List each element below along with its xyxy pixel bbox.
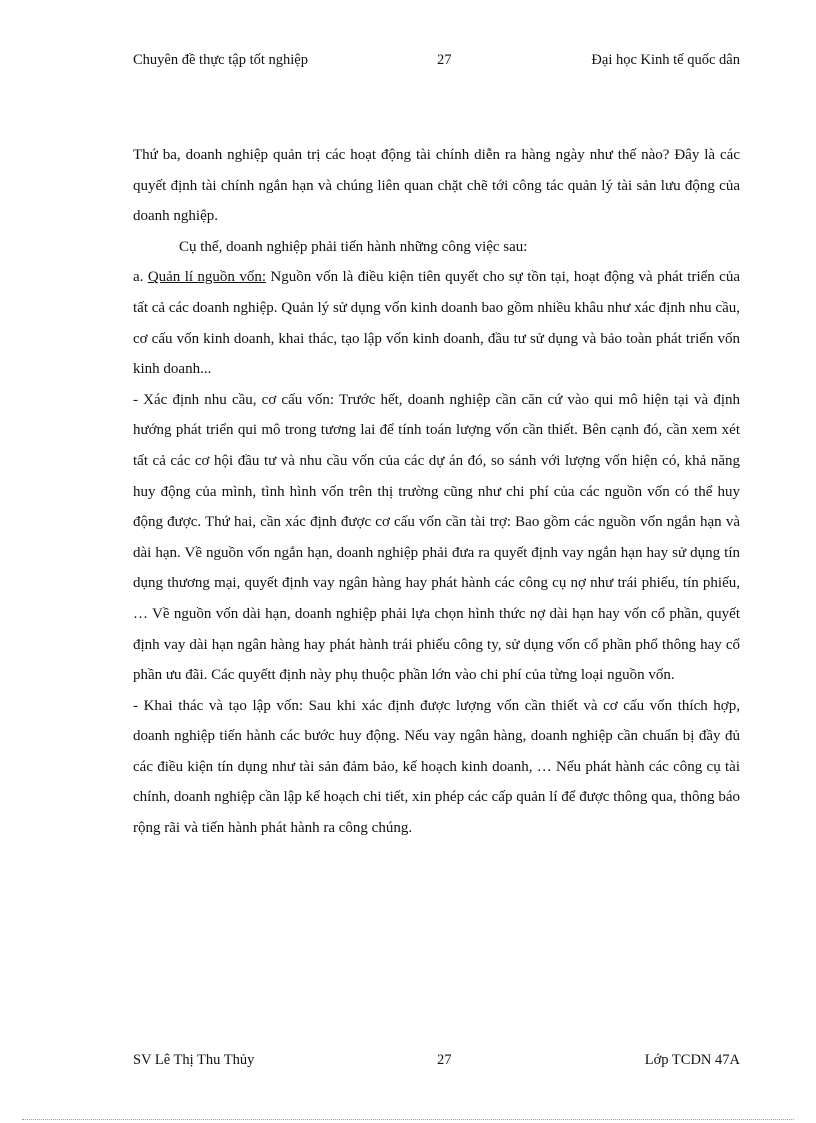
paragraph-1: Thứ ba, doanh nghiệp quản trị các hoạt động tài chính diễn ra hàng ngày như thế nào? Đây là các quyết định tài chính ngắn hạn và chúng liên quan chặt chẽ tới công tác quản lý tài sản lưu động của doanh nghiệp. [133, 147, 740, 225]
paragraph-5: - Khai thác và tạo lập vốn: Sau khi xác định được lượng vốn cần thiết và cơ cấu vốn thích hợp, doanh nghiệp tiến hành các bước huy động. Nếu vay ngân hàng, doanh nghiệp cần chuẩn bị đầy đủ các điều kiện tín dụng như tài sản đảm bảo, kế hoạch kinh doanh, … Nếu phát hành các công cụ tài chính, doanh nghiệp cần lập kế hoạch chi tiết, xin phép các cấp quản lí để được thông qua, thông báo rộng rãi và tiến hành phát hành ra công chúng. [133, 697, 740, 837]
paragraph-2: Cụ thể, doanh nghiệp phải tiến hành những công việc sau: [179, 238, 528, 255]
paragraph-3-text: Nguồn vốn là điều kiện tiên quyết cho sự tồn tại, hoạt động và phát triển của tất cả các doanh nghiệp. Quản lý sử dụng vốn kinh doanh bao gồm nhiều khâu như xác định nhu cầu, cơ cấu vốn kinh doanh, khai thác, tạo lập vốn kinh doanh, đầu tư sử dụng và bảo toàn phát triển vốn kinh doanh... [133, 269, 740, 378]
document-body [133, 140, 740, 844]
page-header [133, 52, 740, 76]
page-bottom-border [22, 1119, 794, 1120]
header-page-number: 27 [437, 52, 452, 68]
header-right: Đại học Kinh tế quốc dân [591, 52, 740, 68]
footer-page-number: 27 [437, 1052, 452, 1068]
paragraph-4: - Xác định nhu cầu, cơ cấu vốn: Trước hết, doanh nghiệp cần căn cứ vào qui mô hiện tại và định hướng phát triển qui mô trong tương lai để tính toán lượng vốn cần thiết. Bên cạnh đó, cần xem xét tất cả các cơ hội đầu tư và nhu cầu vốn của các dự án đó, so sánh với lượng vốn hiện có, khả năng huy động của mình, tình hình vốn trên thị trường cũng như chi phí của các nguồn vốn có thể huy động được. Thứ hai, cần xác định được cơ cấu vốn cần tài trợ: Bao gồm các nguồn vốn ngắn hạn và dài hạn. Về nguồn vốn ngắn hạn, doanh nghiệp phải đưa ra quyết định vay ngắn hạn hay sử dụng tín dụng thương mại, quyết định vay ngân hàng hay phát hành các công cụ nợ như trái phiếu, tín phiếu, … Về nguồn vốn dài hạn, doanh nghiệp phải lựa chọn hình thức nợ dài hạn hay vốn cổ phần, quyết định vay dài hạn ngân hàng hay phát hành trái phiếu công ty, sử dụng vốn cổ phần phổ thông hay cổ phần ưu đãi. Các quyếtt định này phụ thuộc phần lớn vào chi phí của từng loại nguồn vốn. [133, 391, 740, 684]
page-footer [133, 1052, 740, 1076]
footer-right: Lớp TCDN 47A [644, 1052, 740, 1068]
footer-left: SV Lê Thị Thu Thủy [133, 1052, 255, 1068]
list-prefix: a. [133, 269, 148, 286]
header-left: Chuyên đề thực tập tốt nghiệp [133, 52, 308, 68]
section-heading: Quản lí nguồn vốn: [147, 269, 266, 286]
paragraph-3 [133, 262, 740, 384]
